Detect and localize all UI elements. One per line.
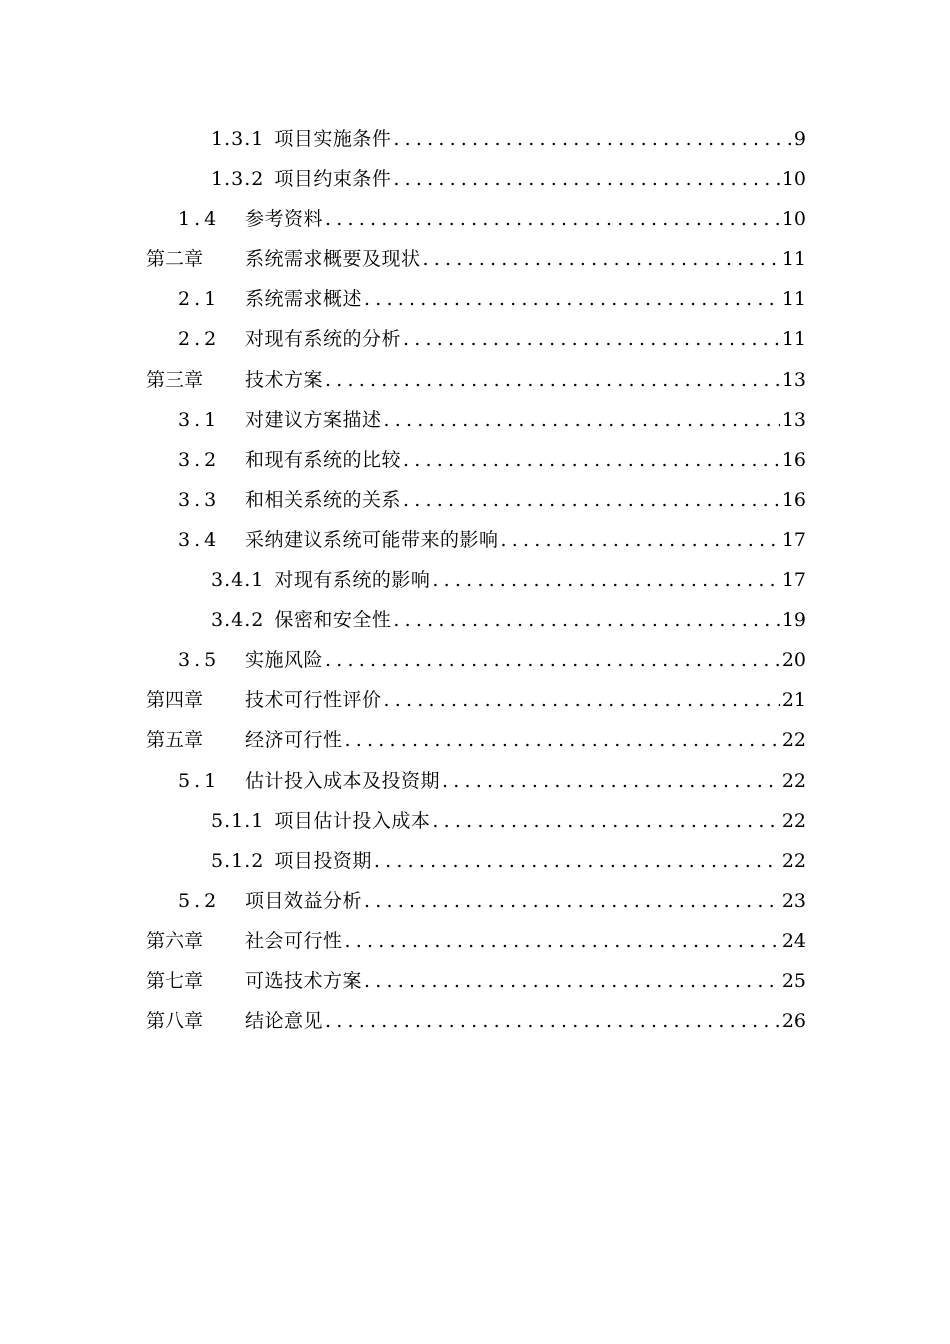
- toc-dot-leader: [364, 970, 780, 992]
- toc-entry[interactable]: [0, 878, 950, 918]
- toc-title: 项目约束条件: [274, 168, 392, 191]
- toc-entry[interactable]: [0, 517, 950, 557]
- toc-entry[interactable]: [0, 196, 950, 236]
- toc-number: 3.4.2: [211, 609, 265, 632]
- toc-page-number: 16: [781, 488, 806, 511]
- toc-dot-leader: [403, 489, 780, 511]
- toc-title: 参考资料: [245, 208, 324, 231]
- toc-line: [211, 806, 806, 832]
- toc-entry[interactable]: [0, 677, 950, 717]
- toc-number: 2.2: [178, 328, 221, 351]
- toc-line: [146, 685, 806, 711]
- toc-number: 3.1: [178, 408, 221, 431]
- toc-entry[interactable]: [0, 958, 950, 998]
- toc-dot-leader: [325, 208, 780, 230]
- toc-line: [178, 284, 806, 310]
- toc-title: 和相关系统的关系: [245, 488, 402, 511]
- toc-title: 经济可行性: [245, 729, 343, 752]
- table-of-contents: [0, 116, 950, 1038]
- toc-title: 估计投入成本及投资期: [245, 769, 441, 792]
- toc-title: 项目估计投入成本: [274, 809, 431, 832]
- toc-dot-leader: [325, 1010, 780, 1032]
- toc-line: [146, 725, 806, 751]
- toc-page-number: 17: [781, 528, 806, 551]
- toc-line: [211, 846, 806, 872]
- toc-title: 系统需求概述: [245, 288, 363, 311]
- toc-line: [146, 365, 806, 391]
- toc-page-number: 11: [781, 328, 806, 351]
- toc-line: [211, 164, 806, 190]
- toc-entry[interactable]: [0, 316, 950, 356]
- toc-page-number: 21: [781, 689, 806, 712]
- toc-dot-leader: [442, 770, 780, 792]
- toc-number: 5.1: [178, 769, 221, 792]
- toc-title: 对现有系统的影响: [274, 569, 431, 592]
- toc-dot-leader: [325, 649, 780, 671]
- toc-line: [178, 766, 806, 792]
- toc-line: [146, 966, 806, 992]
- toc-dot-leader: [345, 729, 780, 751]
- toc-title: 对建议方案描述: [245, 408, 382, 431]
- toc-entry[interactable]: [0, 116, 950, 156]
- toc-number: 3.2: [178, 448, 221, 471]
- toc-entry[interactable]: [0, 838, 950, 878]
- toc-dot-leader: [393, 609, 779, 631]
- toc-line: [178, 525, 806, 551]
- toc-number: 1.3.2: [211, 168, 265, 191]
- toc-title: 和现有系统的比较: [245, 448, 402, 471]
- toc-number: 第六章: [146, 929, 204, 952]
- toc-page-number: 10: [781, 168, 806, 191]
- toc-dot-leader: [374, 850, 780, 872]
- toc-entry[interactable]: [0, 918, 950, 958]
- toc-entry[interactable]: [0, 156, 950, 196]
- toc-line: [211, 565, 806, 591]
- toc-entry[interactable]: [0, 437, 950, 477]
- toc-title: 项目投资期: [274, 849, 372, 872]
- toc-page-number: 25: [781, 969, 806, 992]
- toc-title: 社会可行性: [245, 929, 343, 952]
- toc-dot-leader: [325, 369, 780, 391]
- toc-page-number: 17: [781, 569, 806, 592]
- toc-title: 技术可行性评价: [245, 689, 382, 712]
- toc-entry[interactable]: [0, 998, 950, 1038]
- toc-page-number: 11: [781, 288, 806, 311]
- toc-number: 第五章: [146, 729, 204, 752]
- toc-entry[interactable]: [0, 798, 950, 838]
- toc-page-number: 19: [781, 609, 806, 632]
- toc-page-number: 24: [781, 929, 806, 952]
- toc-number: 2.1: [178, 288, 221, 311]
- toc-title: 技术方案: [245, 368, 324, 391]
- toc-number: 5.2: [178, 889, 221, 912]
- toc-page-number: 26: [781, 1010, 806, 1033]
- toc-dot-leader: [403, 328, 780, 350]
- toc-page-number: 9: [793, 128, 806, 150]
- toc-number: 1.4: [178, 208, 221, 231]
- toc-line: [211, 124, 806, 150]
- toc-entry[interactable]: [0, 557, 950, 597]
- toc-number: 3.4.1: [211, 569, 265, 592]
- toc-title: 系统需求概要及现状: [245, 248, 421, 271]
- toc-entry[interactable]: [0, 597, 950, 637]
- toc-dot-leader: [364, 890, 780, 912]
- toc-title: 可选技术方案: [245, 969, 363, 992]
- toc-number: 1.3.1: [211, 128, 265, 150]
- toc-line: [178, 405, 806, 431]
- toc-entry[interactable]: [0, 276, 950, 316]
- toc-page-number: 10: [781, 208, 806, 231]
- toc-page-number: 20: [781, 649, 806, 672]
- toc-dot-leader: [501, 529, 780, 551]
- toc-dot-leader: [384, 409, 780, 431]
- toc-title: 对现有系统的分析: [245, 328, 402, 351]
- toc-entry[interactable]: [0, 236, 950, 276]
- toc-line: [178, 886, 806, 912]
- toc-title: 项目效益分析: [245, 889, 363, 912]
- toc-dot-leader: [364, 288, 780, 310]
- toc-number: 第七章: [146, 969, 204, 992]
- toc-dot-leader: [384, 689, 780, 711]
- toc-entry[interactable]: [0, 357, 950, 397]
- toc-number: 第三章: [146, 368, 204, 391]
- toc-entry[interactable]: [0, 637, 950, 677]
- toc-number: 5.1.1: [211, 809, 265, 832]
- toc-entry[interactable]: [0, 397, 950, 437]
- toc-page-number: 22: [781, 769, 806, 792]
- toc-dot-leader: [393, 168, 779, 190]
- toc-number: 3.3: [178, 488, 221, 511]
- toc-number: 3.4: [178, 528, 221, 551]
- toc-entry[interactable]: [0, 717, 950, 757]
- toc-dot-leader: [393, 128, 792, 150]
- toc-number: 第四章: [146, 689, 204, 712]
- toc-line: [178, 485, 806, 511]
- toc-number: 3.5: [178, 649, 221, 672]
- toc-page-number: 13: [781, 408, 806, 431]
- toc-number: 第二章: [146, 248, 204, 271]
- toc-line: [146, 244, 806, 270]
- toc-entry[interactable]: [0, 477, 950, 517]
- toc-dot-leader: [432, 810, 779, 832]
- toc-dot-leader: [432, 569, 779, 591]
- toc-number: 第八章: [146, 1010, 204, 1033]
- toc-page-number: 16: [781, 448, 806, 471]
- toc-title: 结论意见: [245, 1010, 324, 1033]
- toc-line: [178, 324, 806, 350]
- toc-dot-leader: [403, 449, 780, 471]
- toc-dot-leader: [345, 930, 780, 952]
- toc-title: 采纳建议系统可能带来的影响: [245, 528, 499, 551]
- toc-line: [178, 645, 806, 671]
- toc-entry[interactable]: [0, 758, 950, 798]
- toc-line: [146, 926, 806, 952]
- toc-line: [178, 445, 806, 471]
- toc-title: 保密和安全性: [274, 609, 392, 632]
- toc-line: [178, 204, 806, 230]
- toc-page-number: 22: [781, 849, 806, 872]
- toc-page-number: 22: [781, 729, 806, 752]
- toc-page-number: 22: [781, 809, 806, 832]
- toc-line: [146, 1006, 806, 1032]
- toc-number: 5.1.2: [211, 849, 265, 872]
- toc-title: 项目实施条件: [274, 128, 392, 150]
- toc-dot-leader: [423, 248, 780, 270]
- toc-page-number: 11: [781, 248, 806, 271]
- toc-page-number: 23: [781, 889, 806, 912]
- toc-title: 实施风险: [245, 649, 324, 672]
- toc-line: [211, 605, 806, 631]
- toc-page-number: 13: [781, 368, 806, 391]
